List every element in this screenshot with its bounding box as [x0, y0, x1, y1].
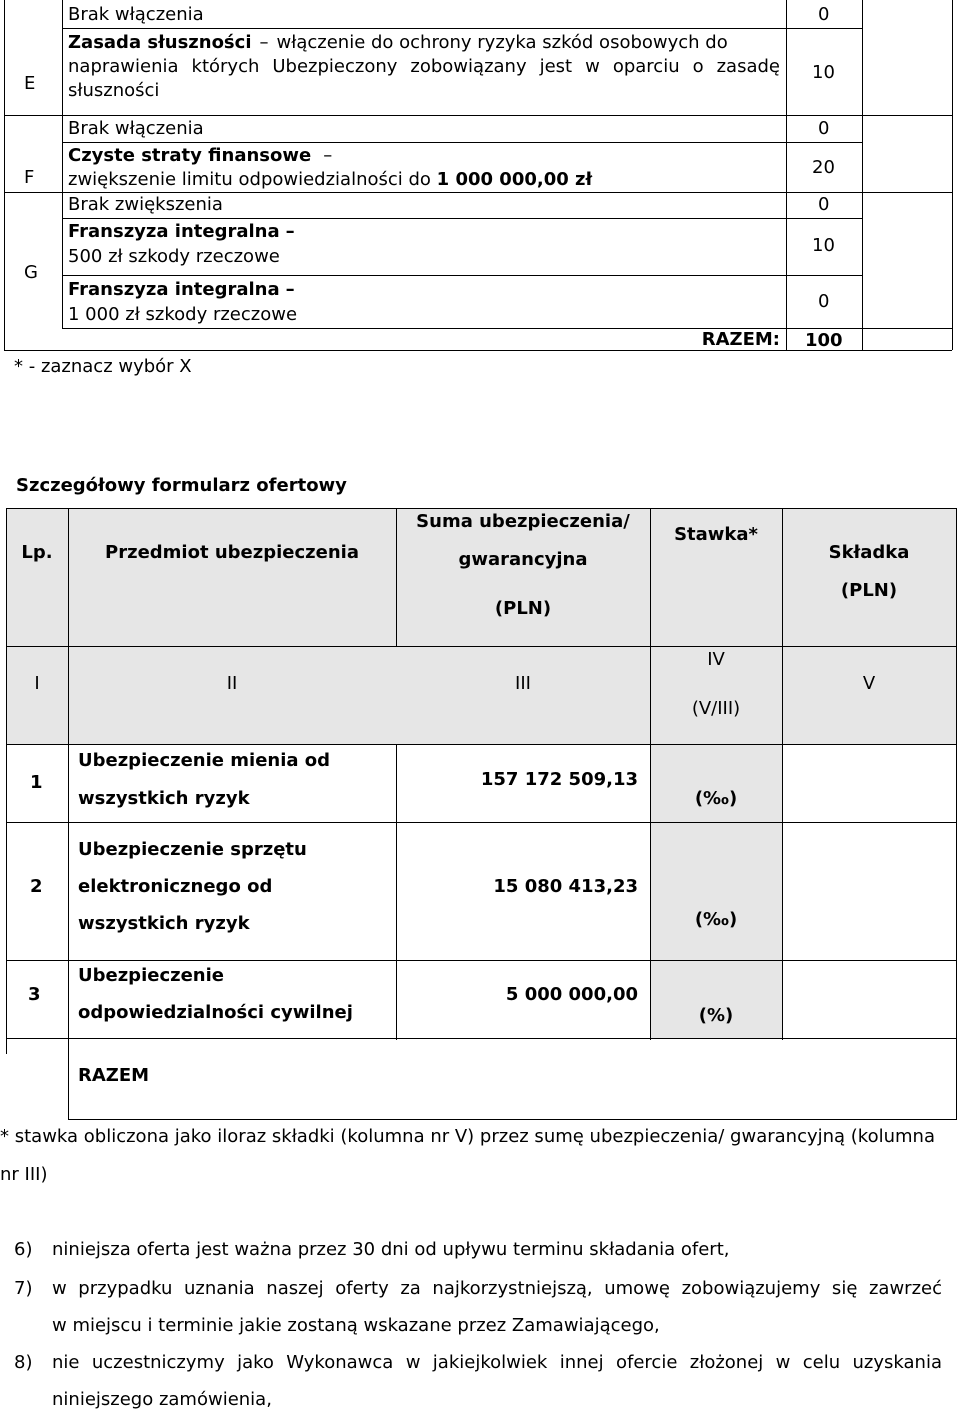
option-points: 10: [812, 62, 835, 83]
selection-note: * - zaznacz wybór X: [14, 356, 192, 377]
row-subject-line: elektronicznego od: [78, 876, 273, 897]
point-number: 6): [14, 1239, 33, 1260]
header-lp: Lp.: [21, 542, 53, 563]
option-label-line: naprawienia których Ubezpieczony zobowiązany jest w oparciu o zasadę: [68, 56, 780, 77]
total-label: RAZEM:: [701, 329, 780, 350]
row-lp: 3: [28, 984, 41, 1005]
row-sum: 157 172 509,13: [480, 769, 638, 790]
option-label: Franszyza integralna –: [68, 279, 295, 300]
header-rate: Stawka*: [674, 524, 758, 545]
row-rate-unit: (‰): [694, 909, 738, 930]
total-value: 100: [805, 330, 843, 351]
row-subject-line: wszystkich ryzyk: [78, 788, 250, 809]
point-text: niniejsza oferta jest ważna przez 30 dni od upływu terminu składania ofert,: [52, 1239, 730, 1260]
option-points: 0: [818, 194, 830, 215]
option-label: Brak włączenia: [68, 4, 204, 25]
row-sum: 5 000 000,00: [505, 984, 638, 1005]
option-label-line: 1 000 zł szkody rzeczowe: [68, 304, 298, 325]
group-letter-e: E: [24, 73, 36, 94]
option-label: Brak zwiększenia: [68, 194, 223, 215]
option-points: 0: [818, 4, 830, 25]
row-lp: 2: [30, 876, 43, 897]
option-label: Franszyza integralna –: [68, 221, 295, 242]
header-subject: Przedmiot ubezpieczenia: [105, 542, 359, 563]
point-text-line: niniejszego zamówienia,: [52, 1389, 272, 1410]
row-rate-unit: (‰): [694, 788, 738, 809]
group-letter-f: F: [24, 167, 35, 188]
header-sum-line2: gwarancyjna: [458, 549, 588, 570]
row-lp: 1: [30, 772, 43, 793]
column-number: V: [862, 673, 876, 694]
section-title: Szczegółowy formularz ofertowy: [16, 475, 347, 496]
column-number: I: [34, 673, 40, 694]
header-sum-unit: (PLN): [494, 598, 552, 619]
point-text: nie uczestniczymy jako Wykonawca w jakiejkolwiek innej ofercie złożonej w celu uzyskania: [52, 1352, 942, 1373]
rate-footnote: * stawka obliczona jako iloraz składki (kolumna nr V) przez sumę ubezpieczenia/ gwarancyjną (kolumna: [0, 1126, 935, 1147]
option-label: Brak włączenia: [68, 118, 204, 139]
option-points: 10: [812, 235, 835, 256]
point-text: w przypadku uznania naszej oferty za najkorzystniejszą, umowę zobowiązujemy się zawrzeć: [52, 1278, 942, 1299]
option-label: Czyste straty finansowe –: [68, 145, 333, 166]
table-total-label: RAZEM: [78, 1065, 150, 1086]
column-number: II: [226, 673, 238, 694]
option-label: Zasada słuszności – włączenie do ochrony ryzyka szkód osobowych do: [68, 32, 728, 53]
option-label-line: zwiększenie limitu odpowiedzialności do 1 000 000,00 zł: [68, 169, 593, 190]
row-rate-unit: (%): [698, 1005, 734, 1026]
header-premium-unit: (PLN): [840, 580, 898, 601]
row-sum: 15 080 413,23: [493, 876, 638, 897]
row-subject-line: Ubezpieczenie sprzętu: [78, 839, 307, 860]
option-label-line: słuszności: [68, 80, 160, 101]
rate-footnote-line2: nr III): [0, 1164, 48, 1185]
row-subject-line: odpowiedzialności cywilnej: [78, 1002, 353, 1023]
option-label-line: 500 zł szkody rzeczowe: [68, 246, 280, 267]
column-number: III: [515, 673, 531, 694]
column-number: (V/III): [691, 698, 741, 719]
column-number: IV: [707, 649, 725, 670]
header-sum-line1: Suma ubezpieczenia/: [416, 511, 630, 532]
point-number: 7): [14, 1278, 33, 1299]
point-text-line: w miejscu i terminie jakie zostaną wskazane przez Zamawiającego,: [52, 1315, 660, 1336]
option-points: 20: [812, 157, 835, 178]
row-subject-line: Ubezpieczenie mienia od: [78, 750, 331, 771]
row-subject-line: Ubezpieczenie: [78, 965, 224, 986]
option-points: 0: [818, 118, 830, 139]
point-number: 8): [14, 1352, 33, 1373]
row-subject-line: wszystkich ryzyk: [78, 913, 250, 934]
group-letter-g: G: [24, 262, 38, 283]
header-premium: Składka: [828, 542, 910, 563]
option-points: 0: [818, 291, 830, 312]
